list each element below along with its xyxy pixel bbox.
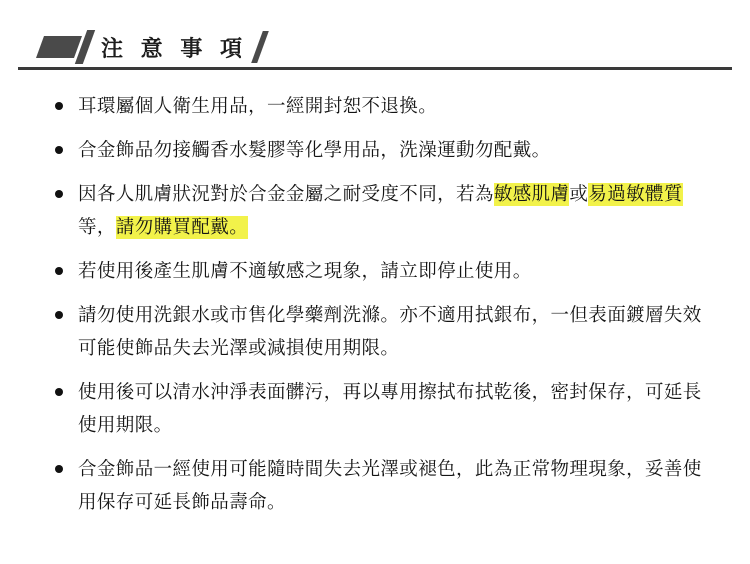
list-item — [78, 134, 720, 167]
header-divider — [18, 67, 732, 70]
list-item — [78, 178, 720, 244]
header-accent-bar-icon — [36, 36, 82, 58]
note-text: 等， — [78, 217, 116, 238]
list-item — [78, 90, 720, 123]
highlighted-text: 易過敏體質 — [588, 184, 683, 205]
bullet-icon — [55, 388, 63, 396]
note-text: 合金飾品一經使用可能隨時間失去光澤或褪色，此為正常物理現象，妥善使用保存可延長飾品壽命。 — [78, 459, 702, 513]
note-text: 請勿使用洗銀水或市售化學藥劑洗滌。亦不適用拭銀布，一但表面鍍層失效可能使飾品失去光澤或減損使用期限。 — [78, 305, 702, 359]
note-text: 若使用後產生肌膚不適敏感之現象，請立即停止使用。 — [78, 261, 532, 282]
notice-list — [0, 90, 750, 519]
highlighted-text: 敏感肌膚 — [493, 184, 570, 205]
note-text: 或 — [569, 184, 589, 205]
page-title: 注 意 事 項 — [101, 36, 247, 62]
bullet-icon — [55, 311, 63, 319]
header-slash-right-icon — [251, 31, 269, 63]
notice-page — [0, 26, 750, 564]
bullet-icon — [55, 190, 63, 198]
page-header — [18, 26, 732, 68]
bullet-icon — [55, 267, 63, 275]
header-row — [40, 26, 732, 68]
note-text: 因各人肌膚狀況對於合金金屬之耐受度不同，若為 — [78, 184, 494, 205]
list-item — [78, 299, 720, 365]
bullet-icon — [55, 465, 63, 473]
list-item — [78, 453, 720, 519]
highlighted-text: 請勿購買配戴。 — [115, 217, 249, 238]
note-text: 耳環屬個人衛生用品，一經開封恕不退換。 — [78, 96, 438, 117]
list-item — [78, 376, 720, 442]
note-text: 合金飾品勿接觸香水髮膠等化學用品，洗澡運動勿配戴。 — [78, 140, 551, 161]
bullet-icon — [55, 102, 63, 110]
list-item — [78, 255, 720, 288]
note-text: 使用後可以清水沖淨表面髒污，再以專用擦拭布拭乾後，密封保存，可延長使用期限。 — [78, 382, 702, 436]
bullet-icon — [55, 146, 63, 154]
